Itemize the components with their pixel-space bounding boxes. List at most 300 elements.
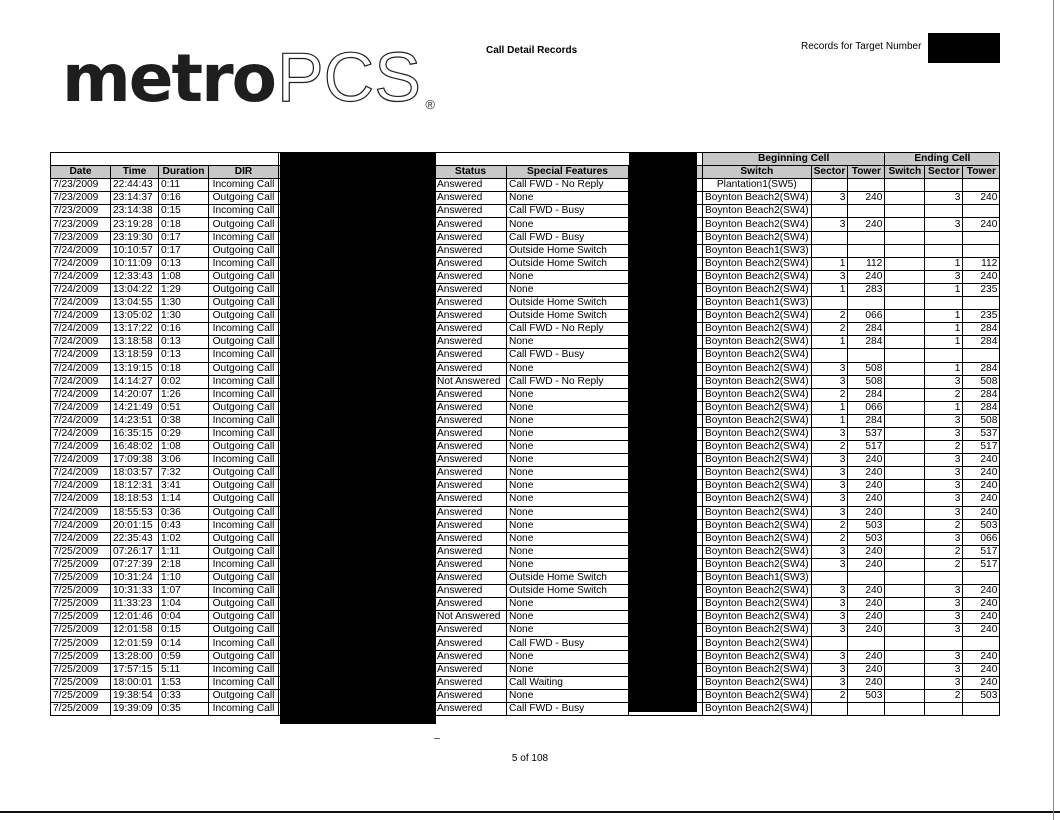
cell-status: Answered <box>435 624 507 637</box>
cell-date: 7/24/2009 <box>51 270 111 283</box>
cell-sector: 3 <box>811 598 848 611</box>
cell-switch <box>885 519 925 532</box>
document-title: Call Detail Records <box>486 45 578 56</box>
cell-time: 23:19:30 <box>111 231 159 244</box>
cell-special-features: None <box>507 270 629 283</box>
cell-switch: Boynton Beach2(SW4) <box>703 388 812 401</box>
logo-metro-text: metro <box>62 40 275 117</box>
column-header-tower: Tower <box>848 166 885 179</box>
cell-status: Answered <box>435 349 507 362</box>
cell-special-features: Outside Home Switch <box>507 310 629 323</box>
cell-time: 14:20:07 <box>111 388 159 401</box>
cell-sector: 1 <box>925 362 963 375</box>
cell-dir: Incoming Call <box>209 205 279 218</box>
cell-status: Answered <box>435 297 507 310</box>
cell-status: Answered <box>435 257 507 270</box>
redaction-callerid <box>629 152 697 712</box>
cell-switch <box>885 441 925 454</box>
cell-dir: Outgoing Call <box>209 362 279 375</box>
cell-tower: 508 <box>963 375 1000 388</box>
cell-switch: Boynton Beach2(SW4) <box>703 663 812 676</box>
cell-special-features: Call FWD - Busy <box>507 637 629 650</box>
column-header-duration: Duration <box>159 166 209 179</box>
cell-switch <box>885 270 925 283</box>
cell-status: Answered <box>435 192 507 205</box>
cell-special-features: None <box>507 336 629 349</box>
cell-special-features: None <box>507 598 629 611</box>
cell-tower: 503 <box>963 689 1000 702</box>
cell-status: Answered <box>435 401 507 414</box>
cell-switch <box>885 401 925 414</box>
cell-switch <box>885 545 925 558</box>
cell-tower: 537 <box>848 427 885 440</box>
cell-dir: Outgoing Call <box>209 441 279 454</box>
redaction-dialed-dest-numbers <box>280 152 436 724</box>
cell-time: 07:26:17 <box>111 545 159 558</box>
cell-switch: Boynton Beach2(SW4) <box>703 467 812 480</box>
cell-special-features: Call FWD - Busy <box>507 205 629 218</box>
cell-special-features: None <box>507 611 629 624</box>
cell-dir: Outgoing Call <box>209 598 279 611</box>
cell-status: Answered <box>435 467 507 480</box>
cell-tower <box>848 179 885 192</box>
cell-tower: 240 <box>963 611 1000 624</box>
cell-sector: 1 <box>925 310 963 323</box>
cell-status: Not Answered <box>435 611 507 624</box>
cell-date: 7/23/2009 <box>51 179 111 192</box>
cell-switch: Boynton Beach2(SW4) <box>703 205 812 218</box>
cell-sector: 3 <box>925 676 963 689</box>
cell-time: 13:17:22 <box>111 323 159 336</box>
cell-switch: Boynton Beach2(SW4) <box>703 532 812 545</box>
cell-tower: 240 <box>963 624 1000 637</box>
cell-special-features: None <box>507 441 629 454</box>
cell-dir: Incoming Call <box>209 558 279 571</box>
cell-tower: 240 <box>963 480 1000 493</box>
cell-status: Answered <box>435 283 507 296</box>
cell-time: 14:14:27 <box>111 375 159 388</box>
cell-switch <box>885 336 925 349</box>
cell-tower: 235 <box>963 283 1000 296</box>
cell-switch <box>885 558 925 571</box>
cell-dir: Outgoing Call <box>209 336 279 349</box>
cell-sector: 3 <box>925 585 963 598</box>
cell-special-features: None <box>507 283 629 296</box>
table-row <box>51 388 1000 401</box>
cell-switch <box>885 205 925 218</box>
column-header-date: Date <box>51 166 111 179</box>
cell-duration: 3:41 <box>159 480 209 493</box>
cell-time: 17:09:38 <box>111 454 159 467</box>
column-header-switch: Switch <box>703 166 812 179</box>
cell-tower: 066 <box>848 401 885 414</box>
cell-switch <box>885 323 925 336</box>
cell-switch <box>885 480 925 493</box>
cell-special-features: Call Waiting <box>507 676 629 689</box>
cell-time: 10:10:57 <box>111 244 159 257</box>
cell-special-features: None <box>507 532 629 545</box>
cell-duration: 0:36 <box>159 506 209 519</box>
table-row <box>51 323 1000 336</box>
cell-dir: Incoming Call <box>209 663 279 676</box>
cell-duration: 2:18 <box>159 558 209 571</box>
cell-status: Answered <box>435 558 507 571</box>
cell-special-features: Call FWD - No Reply <box>507 179 629 192</box>
cell-switch <box>885 283 925 296</box>
cell-sector: 3 <box>925 650 963 663</box>
cell-time: 18:18:53 <box>111 493 159 506</box>
cell-switch <box>885 598 925 611</box>
cell-tower: 284 <box>963 323 1000 336</box>
cell-sector: 3 <box>925 414 963 427</box>
cell-duration: 0:11 <box>159 179 209 192</box>
table-row <box>51 519 1000 532</box>
cell-dir: Outgoing Call <box>209 624 279 637</box>
cell-tower: 283 <box>848 283 885 296</box>
cell-switch <box>885 572 925 585</box>
cell-dir: Incoming Call <box>209 349 279 362</box>
cell-sector <box>925 244 963 257</box>
cell-special-features: Call FWD - Busy <box>507 349 629 362</box>
table-row <box>51 310 1000 323</box>
cell-switch <box>885 362 925 375</box>
cell-date: 7/25/2009 <box>51 702 111 715</box>
cell-switch <box>885 532 925 545</box>
table-row <box>51 218 1000 231</box>
cell-switch <box>885 179 925 192</box>
cell-time: 18:03:57 <box>111 467 159 480</box>
cell-time: 18:55:53 <box>111 506 159 519</box>
cell-switch <box>885 637 925 650</box>
table-row <box>51 454 1000 467</box>
cell-date: 7/25/2009 <box>51 598 111 611</box>
cell-switch: Boynton Beach2(SW4) <box>703 441 812 454</box>
cell-special-features: None <box>507 427 629 440</box>
cell-switch: Boynton Beach2(SW4) <box>703 349 812 362</box>
cell-time: 19:39:09 <box>111 702 159 715</box>
cell-date: 7/23/2009 <box>51 192 111 205</box>
cell-time: 20:01:15 <box>111 519 159 532</box>
cell-tower: 240 <box>848 650 885 663</box>
column-header-sector: Sector <box>925 166 963 179</box>
table-row <box>51 231 1000 244</box>
cell-sector: 1 <box>925 257 963 270</box>
cell-time: 10:11:09 <box>111 257 159 270</box>
table-row <box>51 689 1000 702</box>
cell-switch <box>885 310 925 323</box>
table-column-headers <box>51 166 1000 179</box>
cell-tower: 503 <box>848 519 885 532</box>
cell-sector: 1 <box>811 336 848 349</box>
cell-special-features: Outside Home Switch <box>507 572 629 585</box>
cell-date: 7/23/2009 <box>51 205 111 218</box>
table-row <box>51 558 1000 571</box>
cell-tower: 240 <box>963 454 1000 467</box>
cell-special-features: None <box>507 454 629 467</box>
cell-switch: Boynton Beach2(SW4) <box>703 637 812 650</box>
cell-sector: 3 <box>925 480 963 493</box>
table-row <box>51 297 1000 310</box>
cell-time: 16:48:02 <box>111 441 159 454</box>
cell-date: 7/24/2009 <box>51 493 111 506</box>
cell-date: 7/24/2009 <box>51 257 111 270</box>
cell-special-features: Call FWD - No Reply <box>507 375 629 388</box>
cell-dir: Outgoing Call <box>209 244 279 257</box>
cell-tower: 503 <box>963 519 1000 532</box>
cell-status: Answered <box>435 545 507 558</box>
cell-switch: Boynton Beach2(SW4) <box>703 480 812 493</box>
cell-duration: 0:13 <box>159 349 209 362</box>
cell-dir: Outgoing Call <box>209 218 279 231</box>
cell-status: Answered <box>435 310 507 323</box>
cell-date: 7/25/2009 <box>51 689 111 702</box>
column-header-special-features: Special Features <box>507 166 629 179</box>
table-row <box>51 179 1000 192</box>
cell-status: Answered <box>435 676 507 689</box>
cell-duration: 1:04 <box>159 598 209 611</box>
cell-date: 7/25/2009 <box>51 637 111 650</box>
target-number-label: Records for Target Number <box>801 41 922 52</box>
cell-special-features: Outside Home Switch <box>507 297 629 310</box>
cell-sector: 2 <box>925 558 963 571</box>
cell-duration: 1:08 <box>159 441 209 454</box>
cell-time: 16:35:15 <box>111 427 159 440</box>
cell-special-features: None <box>507 362 629 375</box>
cell-sector: 3 <box>925 624 963 637</box>
cell-switch <box>885 297 925 310</box>
cell-duration: 0:17 <box>159 231 209 244</box>
cell-sector <box>811 231 848 244</box>
cell-sector <box>811 702 848 715</box>
cell-dir: Incoming Call <box>209 179 279 192</box>
cell-switch <box>885 244 925 257</box>
cell-sector <box>925 637 963 650</box>
cell-sector <box>925 231 963 244</box>
cell-date: 7/24/2009 <box>51 467 111 480</box>
cell-tower: 240 <box>848 493 885 506</box>
column-header-dir: DIR <box>209 166 279 179</box>
cell-tower: 240 <box>963 676 1000 689</box>
table-row <box>51 336 1000 349</box>
cell-dir: Outgoing Call <box>209 401 279 414</box>
table-row <box>51 427 1000 440</box>
cell-switch <box>885 624 925 637</box>
cell-switch: Boynton Beach2(SW4) <box>703 310 812 323</box>
cell-sector: 3 <box>811 585 848 598</box>
table-row <box>51 572 1000 585</box>
cell-tower: 240 <box>848 663 885 676</box>
cell-switch <box>885 192 925 205</box>
cell-sector: 2 <box>811 323 848 336</box>
cell-duration: 0:14 <box>159 637 209 650</box>
cell-sector: 2 <box>925 545 963 558</box>
cell-sector: 1 <box>925 283 963 296</box>
scan-edge <box>0 811 1060 813</box>
cell-sector: 3 <box>811 270 848 283</box>
table-row <box>51 480 1000 493</box>
cell-sector: 3 <box>925 218 963 231</box>
cell-tower <box>963 231 1000 244</box>
cell-sector: 3 <box>925 192 963 205</box>
cell-time: 10:31:33 <box>111 585 159 598</box>
cell-special-features: None <box>507 480 629 493</box>
cell-duration: 0:18 <box>159 362 209 375</box>
cell-switch: Boynton Beach2(SW4) <box>703 192 812 205</box>
cell-sector: 1 <box>811 414 848 427</box>
cell-tower <box>848 244 885 257</box>
cell-duration: 0:15 <box>159 624 209 637</box>
cell-status: Answered <box>435 362 507 375</box>
cell-date: 7/25/2009 <box>51 545 111 558</box>
cell-time: 23:14:37 <box>111 192 159 205</box>
cell-tower <box>963 572 1000 585</box>
cell-tower: 240 <box>848 192 885 205</box>
cell-date: 7/24/2009 <box>51 336 111 349</box>
cell-date: 7/25/2009 <box>51 611 111 624</box>
cell-tower <box>848 349 885 362</box>
cell-tower <box>848 572 885 585</box>
cell-tower: 503 <box>848 532 885 545</box>
cell-duration: 1:10 <box>159 572 209 585</box>
cell-time: 13:04:55 <box>111 297 159 310</box>
cell-time: 23:14:38 <box>111 205 159 218</box>
table-row <box>51 270 1000 283</box>
cell-sector: 2 <box>811 689 848 702</box>
cell-time: 12:01:59 <box>111 637 159 650</box>
cell-tower: 240 <box>963 218 1000 231</box>
cell-switch: Boynton Beach2(SW4) <box>703 362 812 375</box>
table-super-header <box>51 153 1000 166</box>
cell-status: Answered <box>435 506 507 519</box>
table-row <box>51 598 1000 611</box>
cell-status: Answered <box>435 493 507 506</box>
cell-date: 7/25/2009 <box>51 650 111 663</box>
cell-dir: Incoming Call <box>209 231 279 244</box>
cell-special-features: None <box>507 624 629 637</box>
cell-dir: Incoming Call <box>209 702 279 715</box>
cell-status: Answered <box>435 637 507 650</box>
table-row <box>51 375 1000 388</box>
cell-sector: 1 <box>925 401 963 414</box>
cell-tower: 240 <box>848 545 885 558</box>
cell-switch: Boynton Beach2(SW4) <box>703 401 812 414</box>
cell-time: 22:44:43 <box>111 179 159 192</box>
cell-switch <box>885 702 925 715</box>
cell-dir: Outgoing Call <box>209 493 279 506</box>
cell-sector: 1 <box>811 257 848 270</box>
page-number: 5 of 108 <box>511 753 549 764</box>
cell-tower <box>848 231 885 244</box>
cell-dir: Outgoing Call <box>209 283 279 296</box>
cell-switch: Boynton Beach1(SW3) <box>703 572 812 585</box>
cell-sector: 3 <box>925 467 963 480</box>
cell-sector <box>811 244 848 257</box>
cell-tower: 517 <box>848 441 885 454</box>
table-row <box>51 532 1000 545</box>
cell-sector <box>811 349 848 362</box>
cell-switch: Boynton Beach2(SW4) <box>703 270 812 283</box>
cell-duration: 1:11 <box>159 545 209 558</box>
cell-time: 07:27:39 <box>111 558 159 571</box>
redaction-target-number <box>928 33 1000 63</box>
cell-special-features: Outside Home Switch <box>507 257 629 270</box>
cell-switch: Boynton Beach2(SW4) <box>703 454 812 467</box>
cell-switch <box>885 467 925 480</box>
cell-switch: Plantation1(SW5) <box>703 179 812 192</box>
table-row <box>51 676 1000 689</box>
cell-sector: 3 <box>925 611 963 624</box>
cell-special-features: Call FWD - Busy <box>507 231 629 244</box>
cell-special-features: Call FWD - No Reply <box>507 323 629 336</box>
cell-date: 7/24/2009 <box>51 506 111 519</box>
cell-status: Answered <box>435 689 507 702</box>
super-header-blank <box>51 153 279 166</box>
cell-sector: 3 <box>925 506 963 519</box>
cell-dir: Outgoing Call <box>209 572 279 585</box>
cell-status: Answered <box>435 650 507 663</box>
column-header-tower: Tower <box>963 166 1000 179</box>
cell-special-features: None <box>507 545 629 558</box>
cell-status: Answered <box>435 427 507 440</box>
cell-tower: 517 <box>963 545 1000 558</box>
cell-tower: 240 <box>848 218 885 231</box>
cell-status: Answered <box>435 179 507 192</box>
cell-special-features: Outside Home Switch <box>507 244 629 257</box>
cell-time: 13:04:22 <box>111 283 159 296</box>
cell-tower: 240 <box>848 676 885 689</box>
cell-sector: 1 <box>925 336 963 349</box>
cell-tower <box>963 244 1000 257</box>
cell-date: 7/25/2009 <box>51 558 111 571</box>
cell-duration: 0:29 <box>159 427 209 440</box>
logo-registered-mark: ® <box>425 97 435 112</box>
column-header-status: Status <box>435 166 507 179</box>
cell-dir: Incoming Call <box>209 388 279 401</box>
cell-duration: 0:13 <box>159 336 209 349</box>
cell-sector: 1 <box>925 323 963 336</box>
cell-sector: 3 <box>811 375 848 388</box>
cell-dir: Incoming Call <box>209 585 279 598</box>
cell-tower: 240 <box>848 506 885 519</box>
cell-date: 7/24/2009 <box>51 519 111 532</box>
cell-sector: 3 <box>811 611 848 624</box>
cell-switch <box>885 257 925 270</box>
cell-status: Answered <box>435 414 507 427</box>
cell-duration: 5:11 <box>159 663 209 676</box>
metropcs-logo <box>62 38 435 122</box>
cell-duration: 0:15 <box>159 205 209 218</box>
cell-date: 7/25/2009 <box>51 624 111 637</box>
cell-date: 7/24/2009 <box>51 362 111 375</box>
cell-tower <box>963 637 1000 650</box>
cell-date: 7/23/2009 <box>51 231 111 244</box>
cell-sector: 3 <box>811 480 848 493</box>
cell-sector: 3 <box>811 493 848 506</box>
cell-special-features: None <box>507 467 629 480</box>
cell-date: 7/24/2009 <box>51 454 111 467</box>
cell-dir: Outgoing Call <box>209 532 279 545</box>
cell-dir: Incoming Call <box>209 519 279 532</box>
cell-time: 19:38:54 <box>111 689 159 702</box>
table-row <box>51 467 1000 480</box>
cell-dir: Outgoing Call <box>209 310 279 323</box>
cell-date: 7/25/2009 <box>51 663 111 676</box>
table-row <box>51 441 1000 454</box>
cell-tower: 508 <box>848 362 885 375</box>
cell-sector: 2 <box>925 388 963 401</box>
cell-date: 7/23/2009 <box>51 218 111 231</box>
cell-time: 13:18:59 <box>111 349 159 362</box>
